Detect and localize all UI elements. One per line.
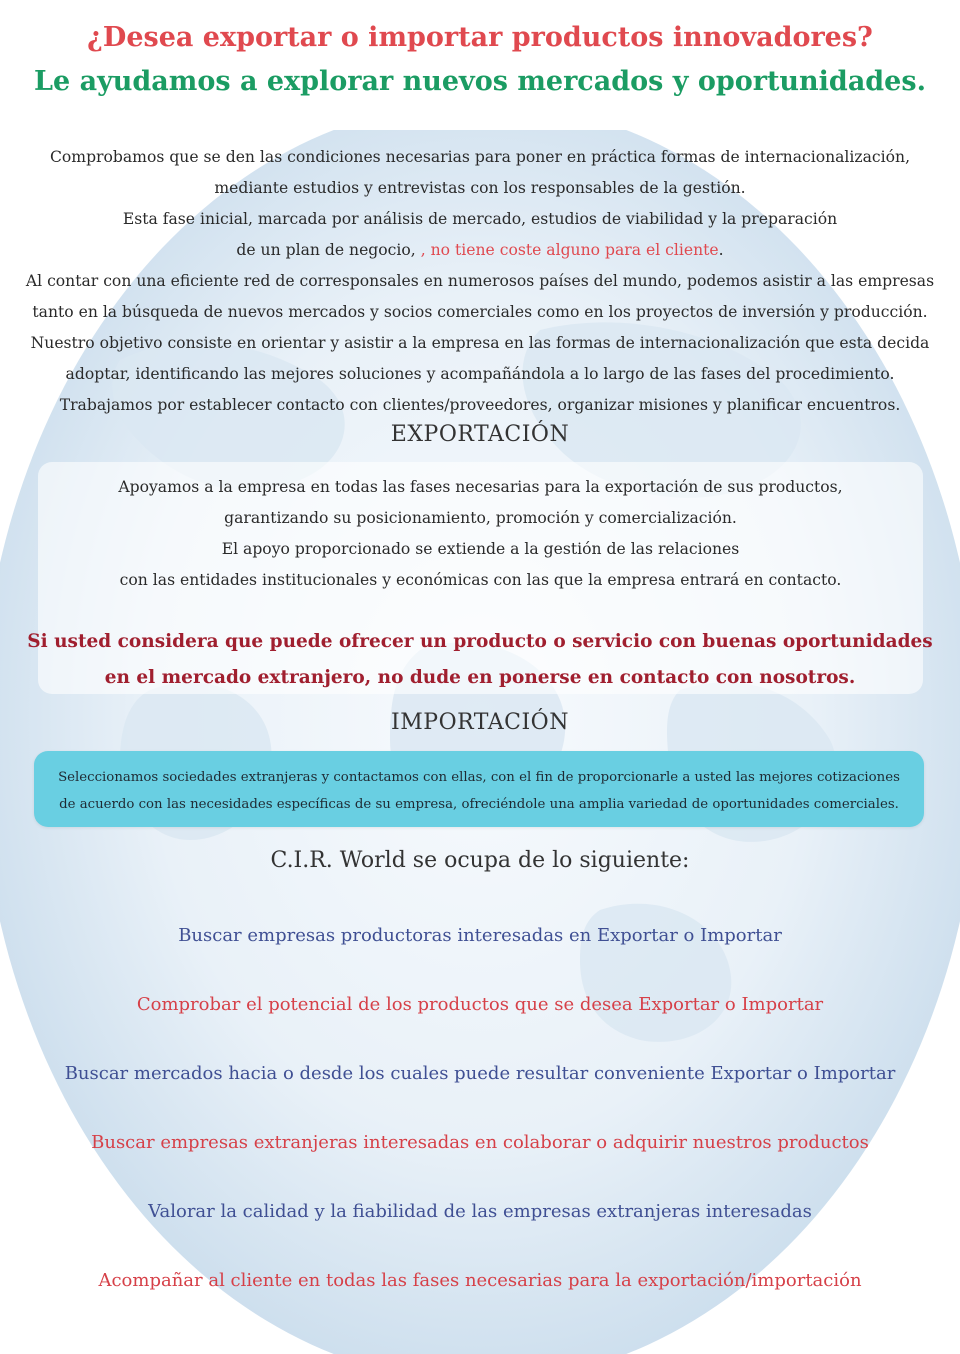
service-item: Comprobar el potencial de los productos que se desea Exportar o Importar xyxy=(136,994,824,1015)
intro-text: . xyxy=(718,241,724,259)
export-line: con las entidades institucionales y económicas con las que la empresa entrará en contacto. xyxy=(119,571,842,589)
intro-line: mediante estudios y entrevistas con los responsables de la gestión. xyxy=(214,179,746,197)
intro-line: Esta fase inicial, marcada por análisis de mercado, estudios de viabilidad y la preparación xyxy=(122,210,838,228)
export-line: Apoyamos a la empresa en todas las fases necesarias para la exportación de sus productos, xyxy=(118,478,843,496)
service-item: Buscar empresas extranjeras interesadas en colaborar o adquirir nuestros productos xyxy=(91,1132,869,1153)
intro-line xyxy=(20,235,940,266)
service-item: Acompañar al cliente en todas las fases necesarias para la exportación/importación xyxy=(98,1270,862,1291)
export-text xyxy=(38,472,923,596)
intro-text: de un plan de negocio, xyxy=(236,241,421,259)
intro-line: Nuestro objetivo consiste en orientar y asistir a la empresa en las formas de internacionalización que esta decida xyxy=(30,334,930,352)
intro-section xyxy=(20,142,940,421)
intro-line: Al contar con una eficiente red de corresponsales en numerosos países del mundo, podemos asistir a las empresas xyxy=(25,272,935,290)
import-text xyxy=(34,764,924,818)
import-title: IMPORTACIÓN xyxy=(391,710,569,735)
cta-line: Si usted considera que puede ofrecer un producto o servicio con buenas oportunidades xyxy=(27,631,933,652)
intro-line: Comprobamos que se den las condiciones necesarias para poner en práctica formas de internacionalización, xyxy=(49,148,911,166)
export-title: EXPORTACIÓN xyxy=(390,422,570,447)
import-line: de acuerdo con las necesidades específicas de su empresa, ofreciéndole una amplia variedad de oportunidades comerciales. xyxy=(59,797,899,812)
page-subtitle: Le ayudamos a explorar nuevos mercados y oportunidades. xyxy=(34,66,926,97)
service-item: Buscar empresas productoras interesadas en Exportar o Importar xyxy=(178,925,782,946)
contact-call-to-action xyxy=(20,624,940,696)
intro-line: adoptar, identificando las mejores soluciones y acompañándola a lo largo de las fases del procedimiento. xyxy=(65,365,895,383)
import-line: Seleccionamos sociedades extranjeras y contactamos con ellas, con el fin de proporcionarle a usted las mejores cotizaciones xyxy=(58,770,900,785)
services-list xyxy=(0,918,960,1332)
service-item: Valorar la calidad y la fiabilidad de las empresas extranjeras interesadas xyxy=(148,1201,812,1222)
export-line: El apoyo proporcionado se extiende a la gestión de las relaciones xyxy=(221,540,740,558)
page-title: ¿Desea exportar o importar productos innovadores? xyxy=(87,22,873,53)
intro-line: tanto en la búsqueda de nuevos mercados y socios comerciales como en los proyectos de inversión y producción. xyxy=(32,303,928,321)
cta-line: en el mercado extranjero, no dude en ponerse en contacto con nosotros. xyxy=(104,667,856,688)
services-title: C.I.R. World se ocupa de lo siguiente: xyxy=(270,848,690,873)
service-item: Buscar mercados hacia o desde los cuales puede resultar conveniente Exportar o Importar xyxy=(64,1063,896,1084)
intro-line: Trabajamos por establecer contacto con clientes/proveedores, organizar misiones y planificar encuentros. xyxy=(59,396,901,414)
export-line: garantizando su posicionamiento, promoción y comercialización. xyxy=(224,509,737,527)
free-cost-highlight: , no tiene coste alguno para el cliente xyxy=(420,241,719,259)
